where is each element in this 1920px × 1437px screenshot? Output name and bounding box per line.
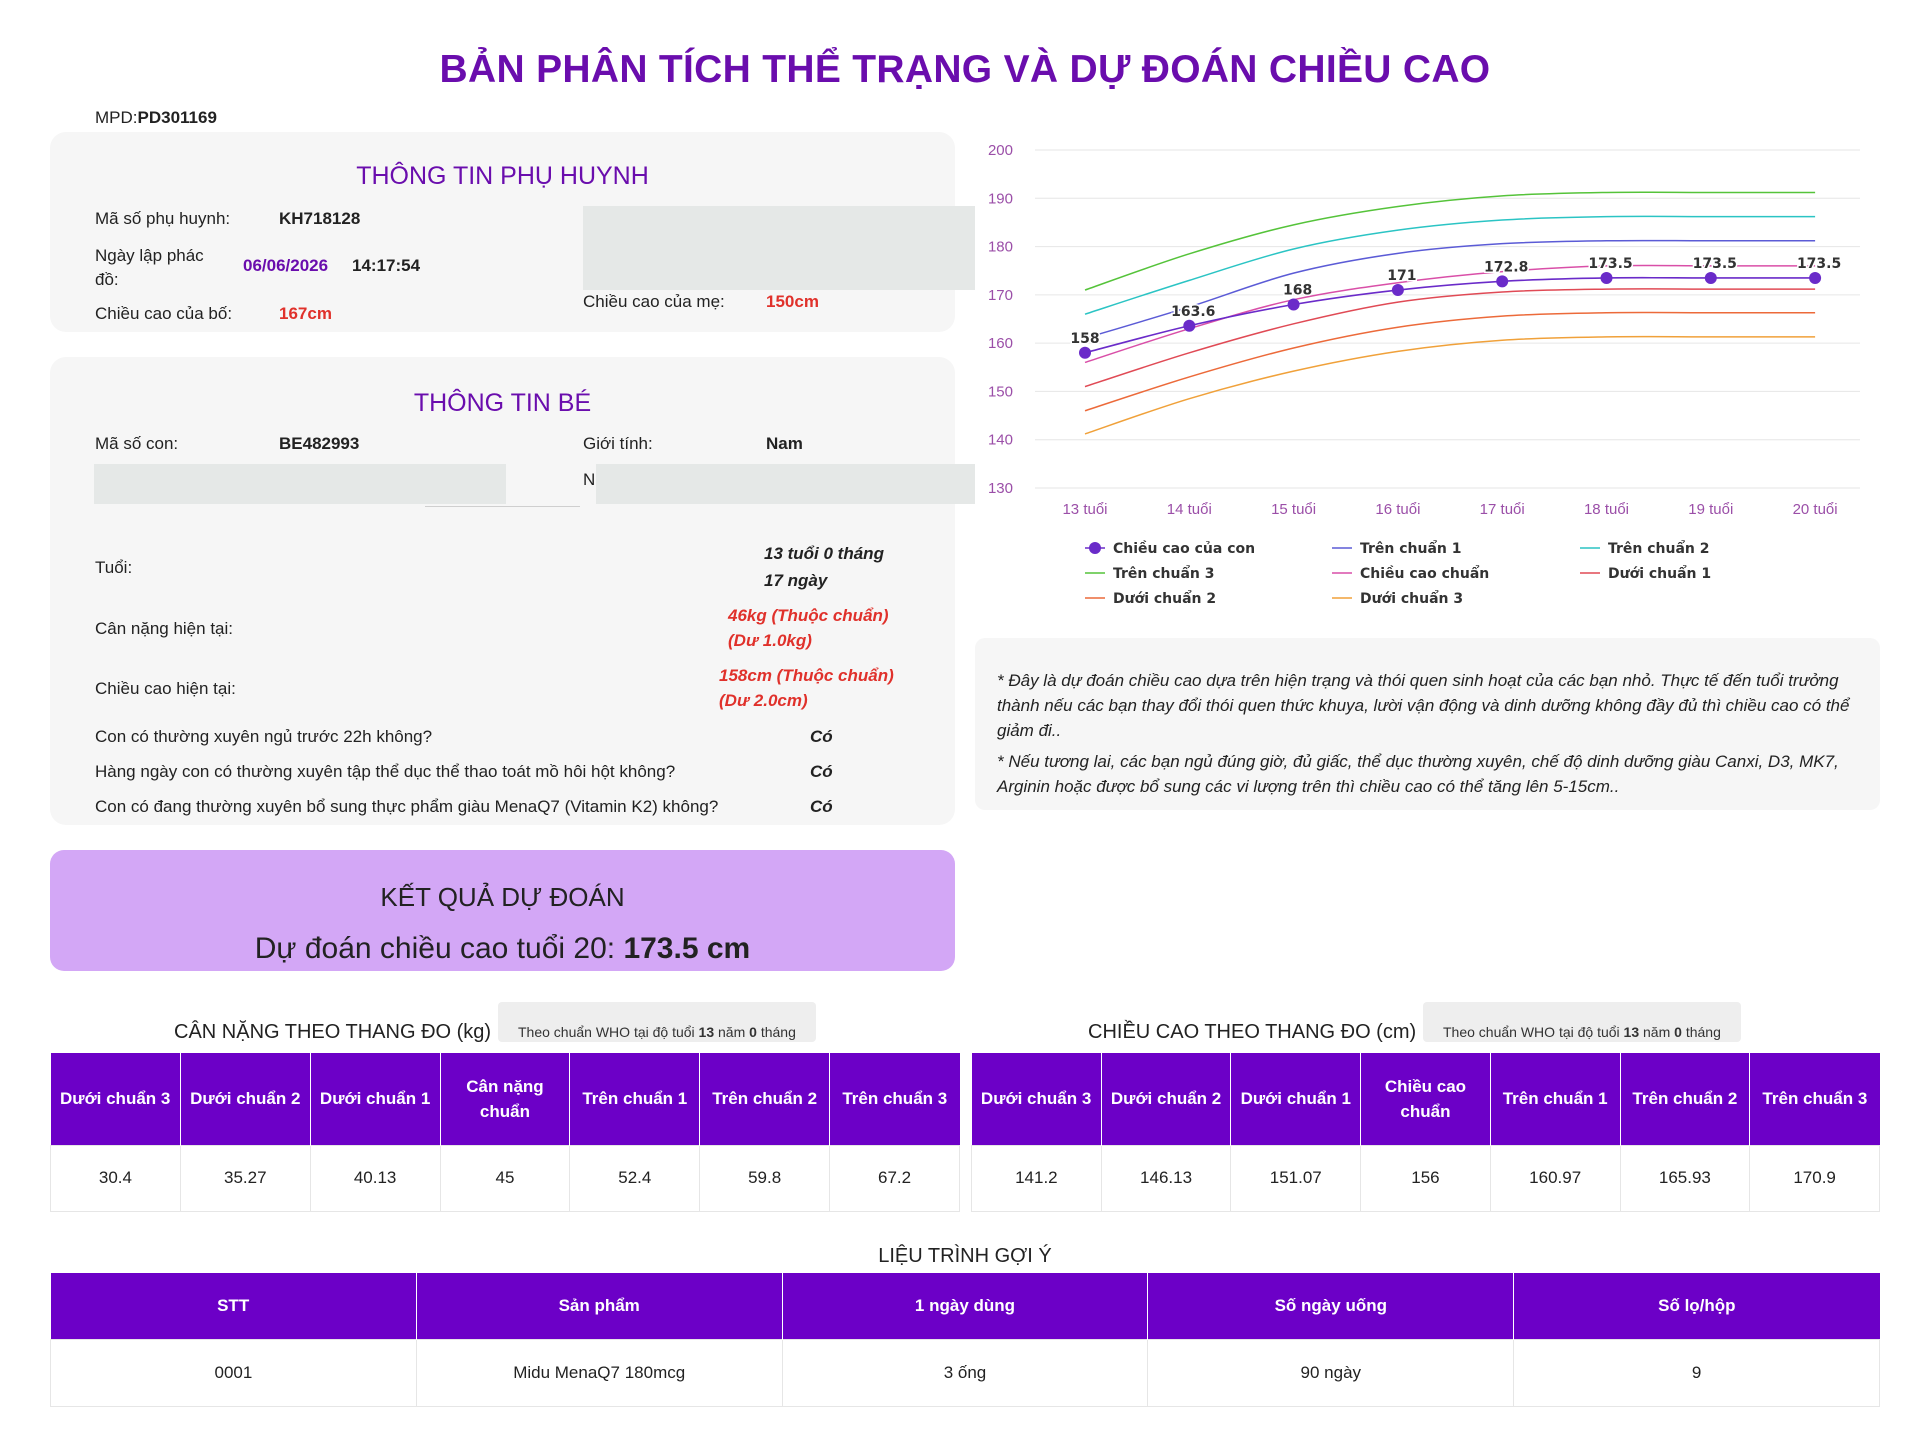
height-line1: 158cm (Thuộc chuẩn) xyxy=(719,666,894,685)
table-header: Dưới chuẩn 3 xyxy=(972,1053,1102,1145)
child-id-label: Mã số con: xyxy=(95,434,179,453)
table-header: Trên chuẩn 1 xyxy=(570,1053,700,1145)
y-tick-label: 190 xyxy=(987,190,1013,208)
page-title: BẢN PHÂN TÍCH THỂ TRẠNG VÀ DỰ ĐOÁN CHIỀU CAO xyxy=(439,48,1491,91)
table-header: Số ngày uống xyxy=(1148,1273,1514,1339)
table-cell: 141.2 xyxy=(972,1145,1102,1211)
table-cell: 146.13 xyxy=(1101,1145,1231,1211)
table-header: Sản phẩm xyxy=(416,1273,782,1339)
table-cell: 90 ngày xyxy=(1148,1339,1514,1406)
weight-label: Cân nặng hiện tại: xyxy=(95,619,233,638)
redacted-prefix: N xyxy=(583,470,596,489)
mpd-code xyxy=(95,108,217,128)
mpd-value: PD301169 xyxy=(137,108,217,127)
mother-height-value: 150cm xyxy=(766,292,819,311)
badge-text: Theo chuẩn WHO tại độ tuổi xyxy=(518,1024,699,1040)
data-point xyxy=(1809,272,1821,284)
table-cell: 40.13 xyxy=(310,1145,440,1211)
height-scale-table xyxy=(971,1053,1880,1212)
data-label: 172.8 xyxy=(1484,259,1529,276)
mpd-label: MPD: xyxy=(95,108,138,127)
legend-label: Dưới chuẩn 3 xyxy=(1360,591,1464,607)
badge-text: năm xyxy=(1639,1024,1675,1040)
answer-sleep: Có xyxy=(810,727,833,746)
x-tick-label: 20 tuổi xyxy=(1792,501,1838,518)
data-label: 163.6 xyxy=(1171,303,1216,320)
weight-table-title: CÂN NẶNG THEO THANG ĐO (kg) xyxy=(174,1021,492,1043)
note-paragraph-2: * Nếu tương lai, các bạn ngủ đúng giờ, đủ giấc, thể dục thường xuyên, chế độ dinh dưỡng giàu Canxi, D3, MK7, Arginin hoặc được bổ sung các vi lượng trên thì chiều cao có thể tăng lên 5-15cm.. xyxy=(997,752,1839,796)
age-label: Tuổi: xyxy=(95,558,133,577)
data-label: 168 xyxy=(1282,282,1313,299)
y-tick-label: 130 xyxy=(987,480,1013,497)
table-header: Dưới chuẩn 3 xyxy=(51,1053,181,1145)
answer-menaq7: Có xyxy=(810,797,833,816)
answer-exercise: Có xyxy=(810,762,833,781)
redacted-block xyxy=(596,464,975,504)
badge-text: năm xyxy=(714,1024,750,1040)
badge-months: 0 xyxy=(749,1024,757,1040)
regimen-table xyxy=(50,1273,1880,1407)
table-header: Dưới chuẩn 2 xyxy=(180,1053,310,1145)
table-row xyxy=(51,1145,960,1211)
gender-label: Giới tính: xyxy=(583,434,653,453)
legend-marker xyxy=(1089,542,1101,554)
table-cell: 0001 xyxy=(51,1339,417,1406)
badge-text: tháng xyxy=(756,1024,796,1040)
table-row xyxy=(972,1145,1880,1211)
x-tick-label: 15 tuổi xyxy=(1271,501,1317,518)
table-header: 1 ngày dùng xyxy=(782,1273,1148,1339)
height-chart xyxy=(975,130,1880,620)
table-cell: 30.4 xyxy=(51,1145,181,1211)
weight-line1: 46kg (Thuộc chuẩn) xyxy=(728,606,889,625)
data-label: 171 xyxy=(1387,268,1417,285)
question-sleep: Con có thường xuyên ngủ trước 22h không? xyxy=(95,727,433,746)
redacted-block xyxy=(583,206,975,290)
x-tick-label: 13 tuổi xyxy=(1062,501,1108,518)
legend-label: Trên chuẩn 1 xyxy=(1360,541,1462,557)
table-cell: 156 xyxy=(1361,1145,1491,1211)
table-cell: 3 ống xyxy=(782,1339,1148,1406)
table-header: Số lọ/hộp xyxy=(1514,1273,1880,1339)
y-tick-label: 140 xyxy=(987,431,1013,449)
y-tick-label: 170 xyxy=(987,286,1013,304)
table-header: Dưới chuẩn 1 xyxy=(1231,1053,1361,1145)
redacted-block xyxy=(94,464,506,504)
data-point xyxy=(1496,275,1508,287)
father-height-label: Chiều cao của bố: xyxy=(95,304,233,323)
table-cell: 59.8 xyxy=(700,1145,830,1211)
age-line2: 17 ngày xyxy=(764,571,828,590)
table-cell: 9 xyxy=(1514,1339,1880,1406)
table-header: Trên chuẩn 3 xyxy=(1750,1053,1880,1145)
table-header: Chiều cao chuẩn xyxy=(1361,1053,1491,1145)
table-header: Trên chuẩn 1 xyxy=(1490,1053,1620,1145)
table-header: Trên chuẩn 2 xyxy=(700,1053,830,1145)
x-tick-label: 16 tuổi xyxy=(1375,501,1421,518)
y-tick-label: 200 xyxy=(987,142,1013,159)
legend-label: Chiều cao chuẩn xyxy=(1360,566,1490,582)
badge-years: 13 xyxy=(1623,1024,1640,1040)
data-point xyxy=(1288,299,1300,311)
date-label: Ngày lập phác đồ: xyxy=(95,246,204,289)
disclaimer-note xyxy=(975,638,1880,810)
x-tick-label: 19 tuổi xyxy=(1688,501,1734,518)
table-cell: Midu MenaQ7 180mcg xyxy=(416,1339,782,1406)
result-value: 173.5 cm xyxy=(623,932,751,965)
y-tick-label: 160 xyxy=(987,335,1013,353)
data-label: 173.5 xyxy=(1796,255,1842,272)
weight-scale-table xyxy=(50,1053,960,1212)
gender-value: Nam xyxy=(766,434,803,453)
legend-label: Trên chuẩn 2 xyxy=(1608,541,1710,557)
height-table-title: CHIỀU CAO THEO THANG ĐO (cm) xyxy=(1088,1021,1417,1043)
legend-label: Chiều cao của con xyxy=(1113,541,1256,557)
badge-text: tháng xyxy=(1681,1024,1721,1040)
table-header: Trên chuẩn 2 xyxy=(1620,1053,1750,1145)
question-menaq7: Con có đang thường xuyên bổ sung thực phẩm giàu MenaQ7 (Vitamin K2) không? xyxy=(95,797,719,816)
height-chart-svg xyxy=(975,130,1880,620)
parent-info-title: THÔNG TIN PHỤ HUYNH xyxy=(356,162,649,190)
legend-label: Dưới chuẩn 2 xyxy=(1113,591,1217,607)
height-who-badge xyxy=(1423,1002,1741,1042)
table-cell: 67.2 xyxy=(830,1145,960,1211)
table-cell: 170.9 xyxy=(1750,1145,1880,1211)
date-value: 06/06/2026 xyxy=(243,256,329,275)
data-label: 158 xyxy=(1070,330,1100,347)
weight-line2: (Dư 1.0kg) xyxy=(728,631,812,650)
question-exercise: Hàng ngày con có thường xuyên tập thể dục thể thao toát mồ hôi hột không? xyxy=(95,762,676,781)
age-line1: 13 tuổi 0 tháng xyxy=(764,544,884,563)
table-cell: 52.4 xyxy=(570,1145,700,1211)
result-text xyxy=(50,932,955,966)
x-tick-label: 17 tuổi xyxy=(1479,501,1525,518)
data-point xyxy=(1392,284,1404,296)
x-tick-label: 14 tuổi xyxy=(1166,501,1212,518)
data-point xyxy=(1601,272,1613,284)
table-header-row xyxy=(51,1273,1880,1339)
table-header: Trên chuẩn 3 xyxy=(830,1053,960,1145)
height-label: Chiều cao hiện tại: xyxy=(95,679,236,698)
x-tick-label: 18 tuổi xyxy=(1583,501,1630,518)
time-value: 14:17:54 xyxy=(352,256,421,275)
note-paragraph-1: * Đây là dự đoán chiều cao dựa trên hiện trạng và thói quen sinh hoạt của các bạn nhỏ. Thực tế đến tuổi trưởng thành nếu các bạn thay đổi thói quen thức khuya, lười vận động và dinh dưỡng không đầy đủ thì chiều cao có thể giảm đi.. xyxy=(997,671,1850,740)
y-tick-label: 150 xyxy=(987,383,1013,401)
table-header: Dưới chuẩn 2 xyxy=(1101,1053,1231,1145)
child-info-panel xyxy=(50,357,955,825)
child-info-title: THÔNG TIN BÉ xyxy=(413,389,592,417)
table-row xyxy=(51,1339,1880,1406)
parent-id-value: KH718128 xyxy=(279,209,361,228)
result-prefix: Dự đoán chiều cao tuổi 20: xyxy=(254,932,624,965)
divider-line xyxy=(425,506,580,507)
father-height-value: 167cm xyxy=(279,304,332,323)
badge-text: Theo chuẩn WHO tại độ tuổi xyxy=(1443,1024,1624,1040)
table-header: STT xyxy=(51,1273,417,1339)
badge-years: 13 xyxy=(698,1024,715,1040)
table-header: Cân nặng chuẩn xyxy=(440,1053,570,1145)
height-line2: (Dư 2.0cm) xyxy=(719,691,808,710)
parent-id-label: Mã số phụ huynh: xyxy=(95,209,231,228)
table-cell: 165.93 xyxy=(1620,1145,1750,1211)
weight-who-badge xyxy=(498,1002,816,1042)
table-cell: 151.07 xyxy=(1231,1145,1361,1211)
badge-months: 0 xyxy=(1674,1024,1682,1040)
legend-label: Trên chuẩn 3 xyxy=(1113,566,1215,582)
data-point xyxy=(1183,320,1195,332)
data-point xyxy=(1705,272,1717,284)
table-header-row xyxy=(972,1053,1880,1145)
table-header-row xyxy=(51,1053,960,1145)
table-cell: 35.27 xyxy=(180,1145,310,1211)
data-point xyxy=(1079,347,1091,359)
result-heading: KẾT QUẢ DỰ ĐOÁN xyxy=(380,882,625,912)
data-label: 173.5 xyxy=(1588,255,1633,272)
table-cell: 45 xyxy=(440,1145,570,1211)
legend-label: Dưới chuẩn 1 xyxy=(1608,566,1712,582)
table-cell: 160.97 xyxy=(1490,1145,1620,1211)
prediction-result xyxy=(50,850,955,971)
table-header: Dưới chuẩn 1 xyxy=(310,1053,440,1145)
child-id-value: BE482993 xyxy=(279,434,360,453)
mother-height-label: Chiều cao của mẹ: xyxy=(583,292,725,311)
data-label: 173.5 xyxy=(1692,255,1737,272)
y-tick-label: 180 xyxy=(987,238,1013,256)
regimen-title: LIỆU TRÌNH GỢI Ý xyxy=(878,1245,1052,1267)
